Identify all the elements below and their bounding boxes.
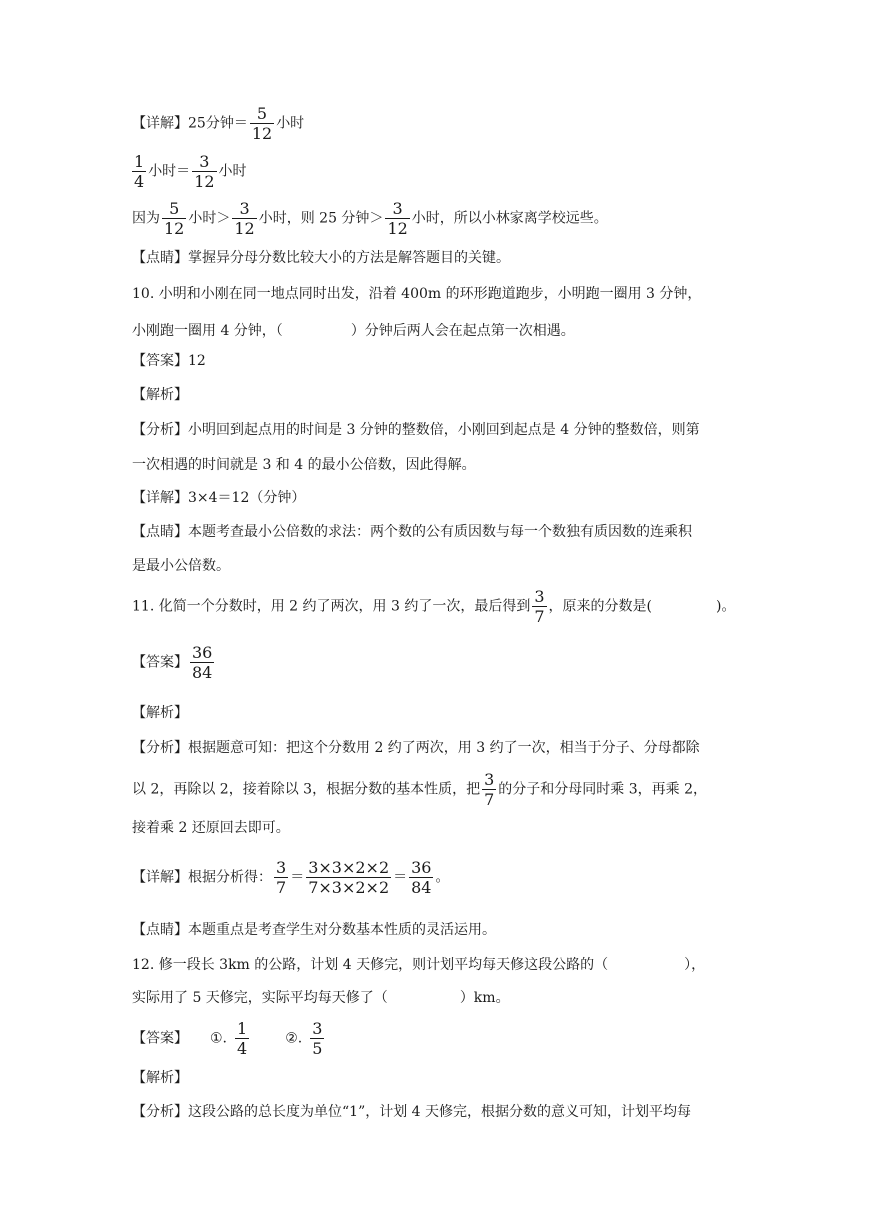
fraction: $\frac{5}{12}$: [251, 104, 273, 143]
fraction: $\frac{3}{12}$: [234, 199, 255, 238]
fraction: $\frac{36}{84}$: [192, 643, 213, 682]
analysis-label: 【解析】: [132, 705, 188, 721]
detail-line: 因为 $\frac{5}{12}$ 小时＞ $\frac{3}{12}$ 小时，则 25 分钟＞ $\frac{3}{12}$ 小时，所以小林家离学校远些。: [132, 199, 608, 238]
fraction: $\frac{3}{12}$: [387, 199, 408, 238]
analysis-text: 【分析】根据题意可知：把这个分数用 2 约了两次，用 3 约了一次，相当于分子、分母都除: [132, 740, 700, 756]
question-12: 12. 修一段长 3km 的公路，计划 4 天修完，则计划平均每天修这段公路的（ ），: [132, 957, 706, 973]
analysis-text: 【分析】小明回到起点用的时间是 3 分钟的整数倍，小刚回到起点是 4 分钟的整数倍，则第: [132, 422, 700, 438]
fraction: $\frac{3\times 3\times 2\times 2}{7\times 3\times 2\times 2}$: [308, 858, 390, 897]
fraction: $\frac{3}{7}$: [276, 858, 287, 897]
detail-line: $\frac{1}{4}$ 小时＝ $\frac{3}{12}$ 小时: [134, 152, 247, 191]
question-12-line2: 实际用了 5 天修完，实际平均每天修了（ ）km。: [132, 990, 510, 1006]
text: 【详解】25分钟＝: [132, 115, 248, 132]
analysis-text: 【分析】这段公路的总长度为单位“1”，计划 4 天修完，根据分数的意义可知，计划平均每: [132, 1104, 692, 1120]
detail-text: 【详解】3×4＝12（分钟）: [132, 490, 306, 506]
answer: 【答案】12: [132, 353, 206, 369]
fraction: $\frac{5}{12}$: [164, 199, 185, 238]
dianjing-text: 【点睛】本题考查最小公倍数的求法：两个数的公有质因数与每一个数独有质因数的连乘积: [132, 524, 692, 540]
question-10-line2: 小刚跑一圈用 4 分钟，（ ）分钟后两人会在起点第一次相遇。: [132, 323, 575, 339]
fraction: $\frac{1}{4}$: [237, 1019, 248, 1058]
dianjing-line: 【点睛】掌握异分母分数比较大小的方法是解答题目的关键。: [132, 250, 510, 266]
question-11: 11. 化简一个分数时，用 2 约了两次，用 3 约了一次，最后得到 $\frac{3}{7}$ ，原来的分数是( )。: [132, 587, 736, 626]
dianjing-text: 是最小公倍数。: [132, 558, 230, 574]
analysis-label: 【解析】: [132, 387, 188, 403]
detail-line: 【详解】25分钟＝ $\frac{5}{12}$ 小时: [132, 104, 305, 143]
detail-equation: 【详解】根据分析得： $\frac{3}{7}$ ＝ $\frac{3\times 3\times 2\times 2}{7\times 3\times 2\times 2}$ ＝ $\frac{36}{84}$ 。: [132, 858, 450, 897]
fraction: $\frac{3}{12}$: [194, 152, 215, 191]
analysis-text: 接着乘 2 还原回去即可。: [132, 820, 290, 836]
analysis-text: 一次相遇的时间就是 3 和 4 的最小公倍数，因此得解。: [132, 457, 476, 473]
fraction: $\frac{3}{7}$: [484, 770, 495, 809]
fraction: $\frac{3}{5}$: [312, 1019, 323, 1058]
fraction: $\frac{1}{4}$: [134, 152, 145, 191]
analysis-label: 【解析】: [132, 1070, 188, 1086]
dianjing-text: 【点睛】本题重点是考查学生对分数基本性质的灵活运用。: [132, 922, 496, 938]
answer: 【答案】 ①. $\frac{1}{4}$ ②. $\frac{3}{5}$: [132, 1019, 323, 1058]
answer: 【答案】 $\frac{36}{84}$: [132, 643, 213, 682]
answer-marker: ②.: [285, 1030, 303, 1047]
question-10: 10. 小明和小刚在同一地点同时出发，沿着 400m 的环形跑道跑步，小明跑一圈用 3 分钟，: [132, 286, 702, 302]
answer-marker: ①.: [210, 1030, 228, 1047]
fraction: $\frac{36}{84}$: [411, 858, 432, 897]
analysis-text: 以 2，再除以 2，接着除以 3，根据分数的基本性质，把 $\frac{3}{7}$ 的分子和分母同时乘 3，再乘 2，: [132, 770, 707, 809]
fraction: $\frac{3}{7}$: [534, 587, 545, 626]
